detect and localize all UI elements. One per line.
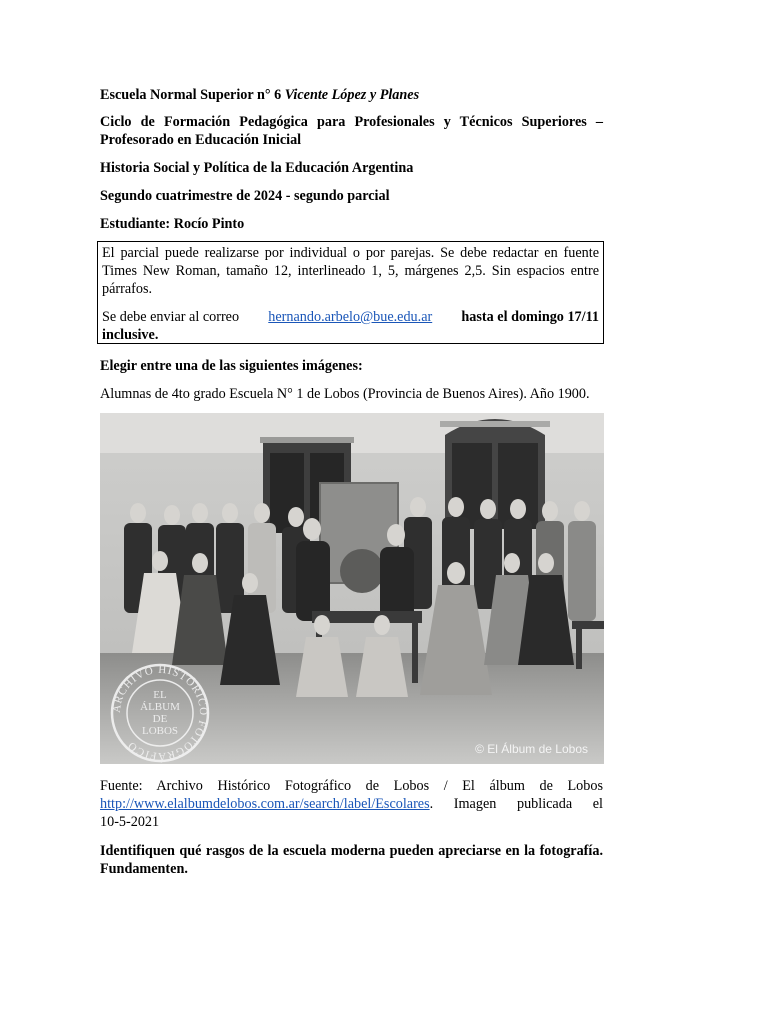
stamp-line-2: ÁLBUM: [140, 701, 180, 713]
send-line: [102, 308, 599, 326]
source-image-word: Imagen: [453, 796, 497, 812]
instructions-line-2: Times New Roman, tamaño 12, interlineado 1, 5, márgenes 2,5. Sin espacios entre: [102, 263, 599, 279]
deadline-line-2: inclusive.: [102, 327, 159, 343]
source-date: 10-5-2021: [100, 814, 160, 830]
stamp-ring-text: ARCHIVO HISTÓRICO FOTOGRÁFICO: [110, 663, 210, 763]
source-published-word: publicada: [516, 796, 573, 812]
deadline-line-1: hasta el domingo 17/11: [461, 309, 599, 325]
image-caption: Alumnas de 4to grado Escuela N° 1 de Lobos (Provincia de Buenos Aires). Año 1900.: [100, 386, 590, 402]
school-line: [100, 86, 603, 104]
subject-title: Historia Social y Política de la Educación Argentina: [100, 160, 414, 176]
task-line-2: Fundamenten.: [100, 861, 188, 877]
source-line-2: [100, 795, 603, 813]
email-link[interactable]: hernando.arbelo@bue.edu.ar: [268, 309, 433, 325]
source-url-link[interactable]: http://www.elalbumdelobos.com.ar/search/label/Escolares: [100, 796, 430, 812]
stamp-line-1: EL: [153, 689, 167, 701]
instructions-line-3: párrafos.: [102, 281, 153, 297]
stamp-line-3: DE: [152, 713, 168, 725]
instructions-box: [97, 241, 604, 344]
school-prefix: Escuela Normal Superior n° 6: [100, 87, 285, 103]
term-title: Segundo cuatrimestre de 2024 - segundo parcial: [100, 188, 390, 204]
photo-copyright: © El Álbum de Lobos: [475, 742, 588, 756]
student-name: Estudiante: Rocío Pinto: [100, 216, 245, 232]
stamp-line-4: LOBOS: [141, 725, 179, 737]
source-line-1: Fuente: Archivo Histórico Fotográfico de Lobos / El álbum de Lobos: [100, 778, 603, 794]
source-el-word: el: [592, 796, 603, 812]
choose-heading: Elegir entre una de las siguientes imágenes:: [100, 358, 363, 374]
cycle-line-2: Profesorado en Educación Inicial: [100, 132, 302, 148]
historic-class-photo: [100, 413, 604, 764]
send-prefix: Se debe enviar al correo: [102, 309, 240, 325]
cycle-line-1: Ciclo de Formación Pedagógica para Profesionales y Técnicos Superiores –: [100, 114, 603, 130]
task-line-1: Identifiquen qué rasgos de la escuela moderna pueden apreciarse en la fotografía.: [100, 843, 603, 859]
instructions-line-1: El parcial puede realizarse por individual o por parejas. Se debe redactar en fuente: [102, 245, 599, 261]
source-dot: .: [429, 796, 434, 812]
school-name: Vicente López y Planes: [284, 87, 420, 103]
